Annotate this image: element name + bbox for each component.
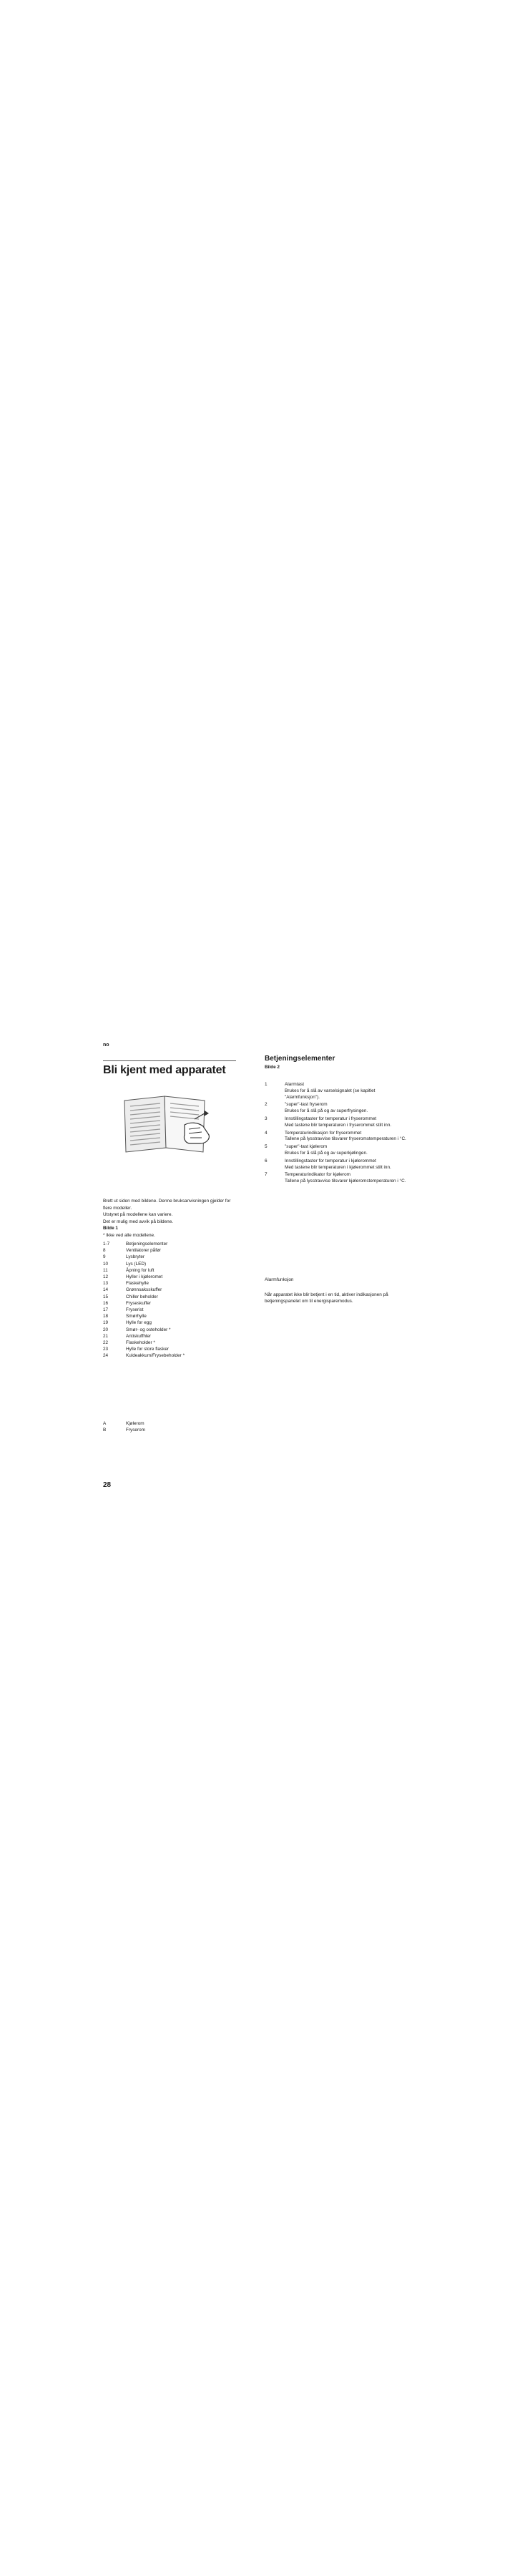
intro-text xyxy=(103,1198,239,1239)
control-name: "super"-tast fryserom xyxy=(285,1102,328,1108)
item-number: 6 xyxy=(265,1158,268,1163)
item-number: 8 xyxy=(103,1248,106,1254)
list-item xyxy=(265,1116,408,1129)
item-label: Fryserist xyxy=(126,1307,144,1313)
item-label: Flaskehylle xyxy=(126,1281,149,1287)
item-label: Fryserom xyxy=(126,1428,145,1433)
control-name: Temperaturindikator for kjølerom xyxy=(285,1172,350,1178)
item-number: 18 xyxy=(103,1314,109,1319)
figure-reference: Bilde 2 xyxy=(265,1065,280,1070)
item-number: 1-7 xyxy=(103,1241,110,1246)
list-item xyxy=(103,1346,246,1352)
item-number: 1 xyxy=(265,1082,268,1087)
control-description: Tallene på lysstravvise tilsvarer fryseromstemperaturen i °C. xyxy=(285,1136,406,1142)
list-item xyxy=(103,1267,246,1274)
item-number: 24 xyxy=(103,1353,109,1359)
list-item xyxy=(265,1144,408,1157)
list-item xyxy=(103,1300,246,1307)
item-number: 21 xyxy=(103,1333,109,1339)
control-description: Brukes for å slå av varselsignalet (se kapitlet "Alarmfunksjon"). xyxy=(285,1088,376,1100)
intro-paragraph-1: Brett ut siden med bildene. Denne bruksanvisningen gjelder for flere modeller. xyxy=(103,1199,231,1211)
item-number: 17 xyxy=(103,1307,109,1313)
control-description: Med tastene blir temperaturen i fryserommet stilt inn. xyxy=(285,1122,392,1128)
list-item xyxy=(103,1247,246,1254)
item-label: Kjølerom xyxy=(126,1421,144,1426)
item-number: 19 xyxy=(103,1320,109,1326)
item-label: Hylle for egg xyxy=(126,1320,152,1326)
list-item xyxy=(103,1333,246,1340)
control-description: Med tastene blir temperaturen i kjølerommet stilt inn. xyxy=(285,1164,391,1170)
item-number: 22 xyxy=(103,1340,109,1346)
alarm-heading: Alarmfunksjon xyxy=(265,1277,294,1282)
list-item xyxy=(103,1327,246,1333)
item-label: Grønnsaksskuffer xyxy=(126,1287,162,1293)
page-title: Bli kjent med apparatet xyxy=(103,1064,226,1076)
section-heading: Betjeningselementer xyxy=(265,1055,335,1063)
list-item xyxy=(103,1287,246,1293)
list-item xyxy=(103,1420,246,1427)
alarm-text: Når apparatet ikke blir betjent i en tid, aktiver indikasjonen på betjeningspanelet om til energisparemodus. xyxy=(265,1292,388,1304)
item-label: Kuldeakkum/Frysebeholder * xyxy=(126,1353,185,1359)
item-number: A xyxy=(103,1421,107,1426)
list-item xyxy=(103,1254,246,1260)
list-item xyxy=(103,1427,246,1433)
item-label: Smørhylle xyxy=(126,1314,147,1319)
foldout-page-illustration xyxy=(120,1093,220,1155)
list-item xyxy=(103,1319,246,1326)
control-description: Tallene på lysstravvise tilsvarer kjøleromstemperaturen i °C. xyxy=(285,1179,406,1184)
list-item xyxy=(103,1307,246,1313)
item-number: B xyxy=(103,1428,107,1433)
item-label: Smør- og osteholder * xyxy=(126,1327,171,1332)
figure-reference: Bilde 1 xyxy=(103,1226,118,1231)
item-label: Betjeningselementer xyxy=(126,1241,168,1246)
control-name: Temperaturindikasjon for fryserommet xyxy=(285,1130,362,1136)
item-number: 2 xyxy=(265,1102,268,1108)
list-item xyxy=(265,1102,408,1115)
page-number: 28 xyxy=(103,1481,112,1489)
controls-list xyxy=(265,1082,408,1186)
item-number: 5 xyxy=(265,1144,268,1150)
list-item xyxy=(103,1313,246,1319)
language-label: no xyxy=(103,1043,109,1048)
item-label: Antiskuffhler xyxy=(126,1333,152,1339)
control-name: "super"-tast kjølerom xyxy=(285,1144,328,1150)
item-label: Lys (LED) xyxy=(126,1261,147,1267)
list-item xyxy=(103,1294,246,1300)
control-name: Alarmtast xyxy=(285,1082,304,1087)
item-number: 20 xyxy=(103,1327,109,1332)
footnote: * Ikke ved alle modellene. xyxy=(103,1232,155,1238)
intro-paragraph-2: Utstyret på modellene kan variere. xyxy=(103,1212,173,1217)
item-label: Chiller beholder xyxy=(126,1294,158,1299)
item-number: 15 xyxy=(103,1294,109,1299)
control-name: Innstillingstaster for temperatur i kjølerommet xyxy=(285,1158,376,1163)
control-description: Brukes for å slå på og av superkjølingen. xyxy=(285,1150,368,1156)
list-item xyxy=(103,1352,246,1359)
item-number: 12 xyxy=(103,1274,109,1280)
item-number: 3 xyxy=(265,1116,268,1121)
item-number: 9 xyxy=(103,1254,106,1260)
item-label: Lysbryter xyxy=(126,1254,145,1260)
item-number: 11 xyxy=(103,1267,108,1273)
item-number: 13 xyxy=(103,1281,109,1287)
item-number: 10 xyxy=(103,1261,109,1267)
item-number: 16 xyxy=(103,1300,109,1306)
list-item xyxy=(103,1340,246,1346)
list-item xyxy=(265,1131,408,1143)
control-description: Brukes for å slå på og av superfrysingen. xyxy=(285,1108,368,1114)
zone-list xyxy=(103,1420,246,1433)
item-label: Flaskeholder * xyxy=(126,1340,155,1346)
item-label: Hyller i kjøleromet xyxy=(126,1274,163,1280)
item-number: 14 xyxy=(103,1287,109,1293)
intro-paragraph-3: Det er mulig med avvik på bildene. xyxy=(103,1219,174,1224)
list-item xyxy=(265,1082,408,1101)
list-item xyxy=(103,1261,246,1267)
control-name: Innstillingstaster for temperatur i fryserommet xyxy=(285,1116,377,1121)
parts-list xyxy=(103,1241,246,1360)
list-item xyxy=(265,1158,408,1171)
list-item xyxy=(103,1241,246,1247)
item-number: 23 xyxy=(103,1347,109,1352)
list-item xyxy=(103,1274,246,1280)
item-label: Hylle for store flasker xyxy=(126,1347,170,1352)
item-label: Fryseskuffer xyxy=(126,1300,152,1306)
list-item xyxy=(103,1280,246,1287)
section-divider xyxy=(103,1060,236,1061)
item-number: 4 xyxy=(265,1130,268,1136)
item-label: Ventilatorer påfør xyxy=(126,1248,162,1254)
item-number: 7 xyxy=(265,1172,268,1178)
item-label: Åpning for luft xyxy=(126,1267,154,1273)
list-item xyxy=(265,1172,408,1185)
